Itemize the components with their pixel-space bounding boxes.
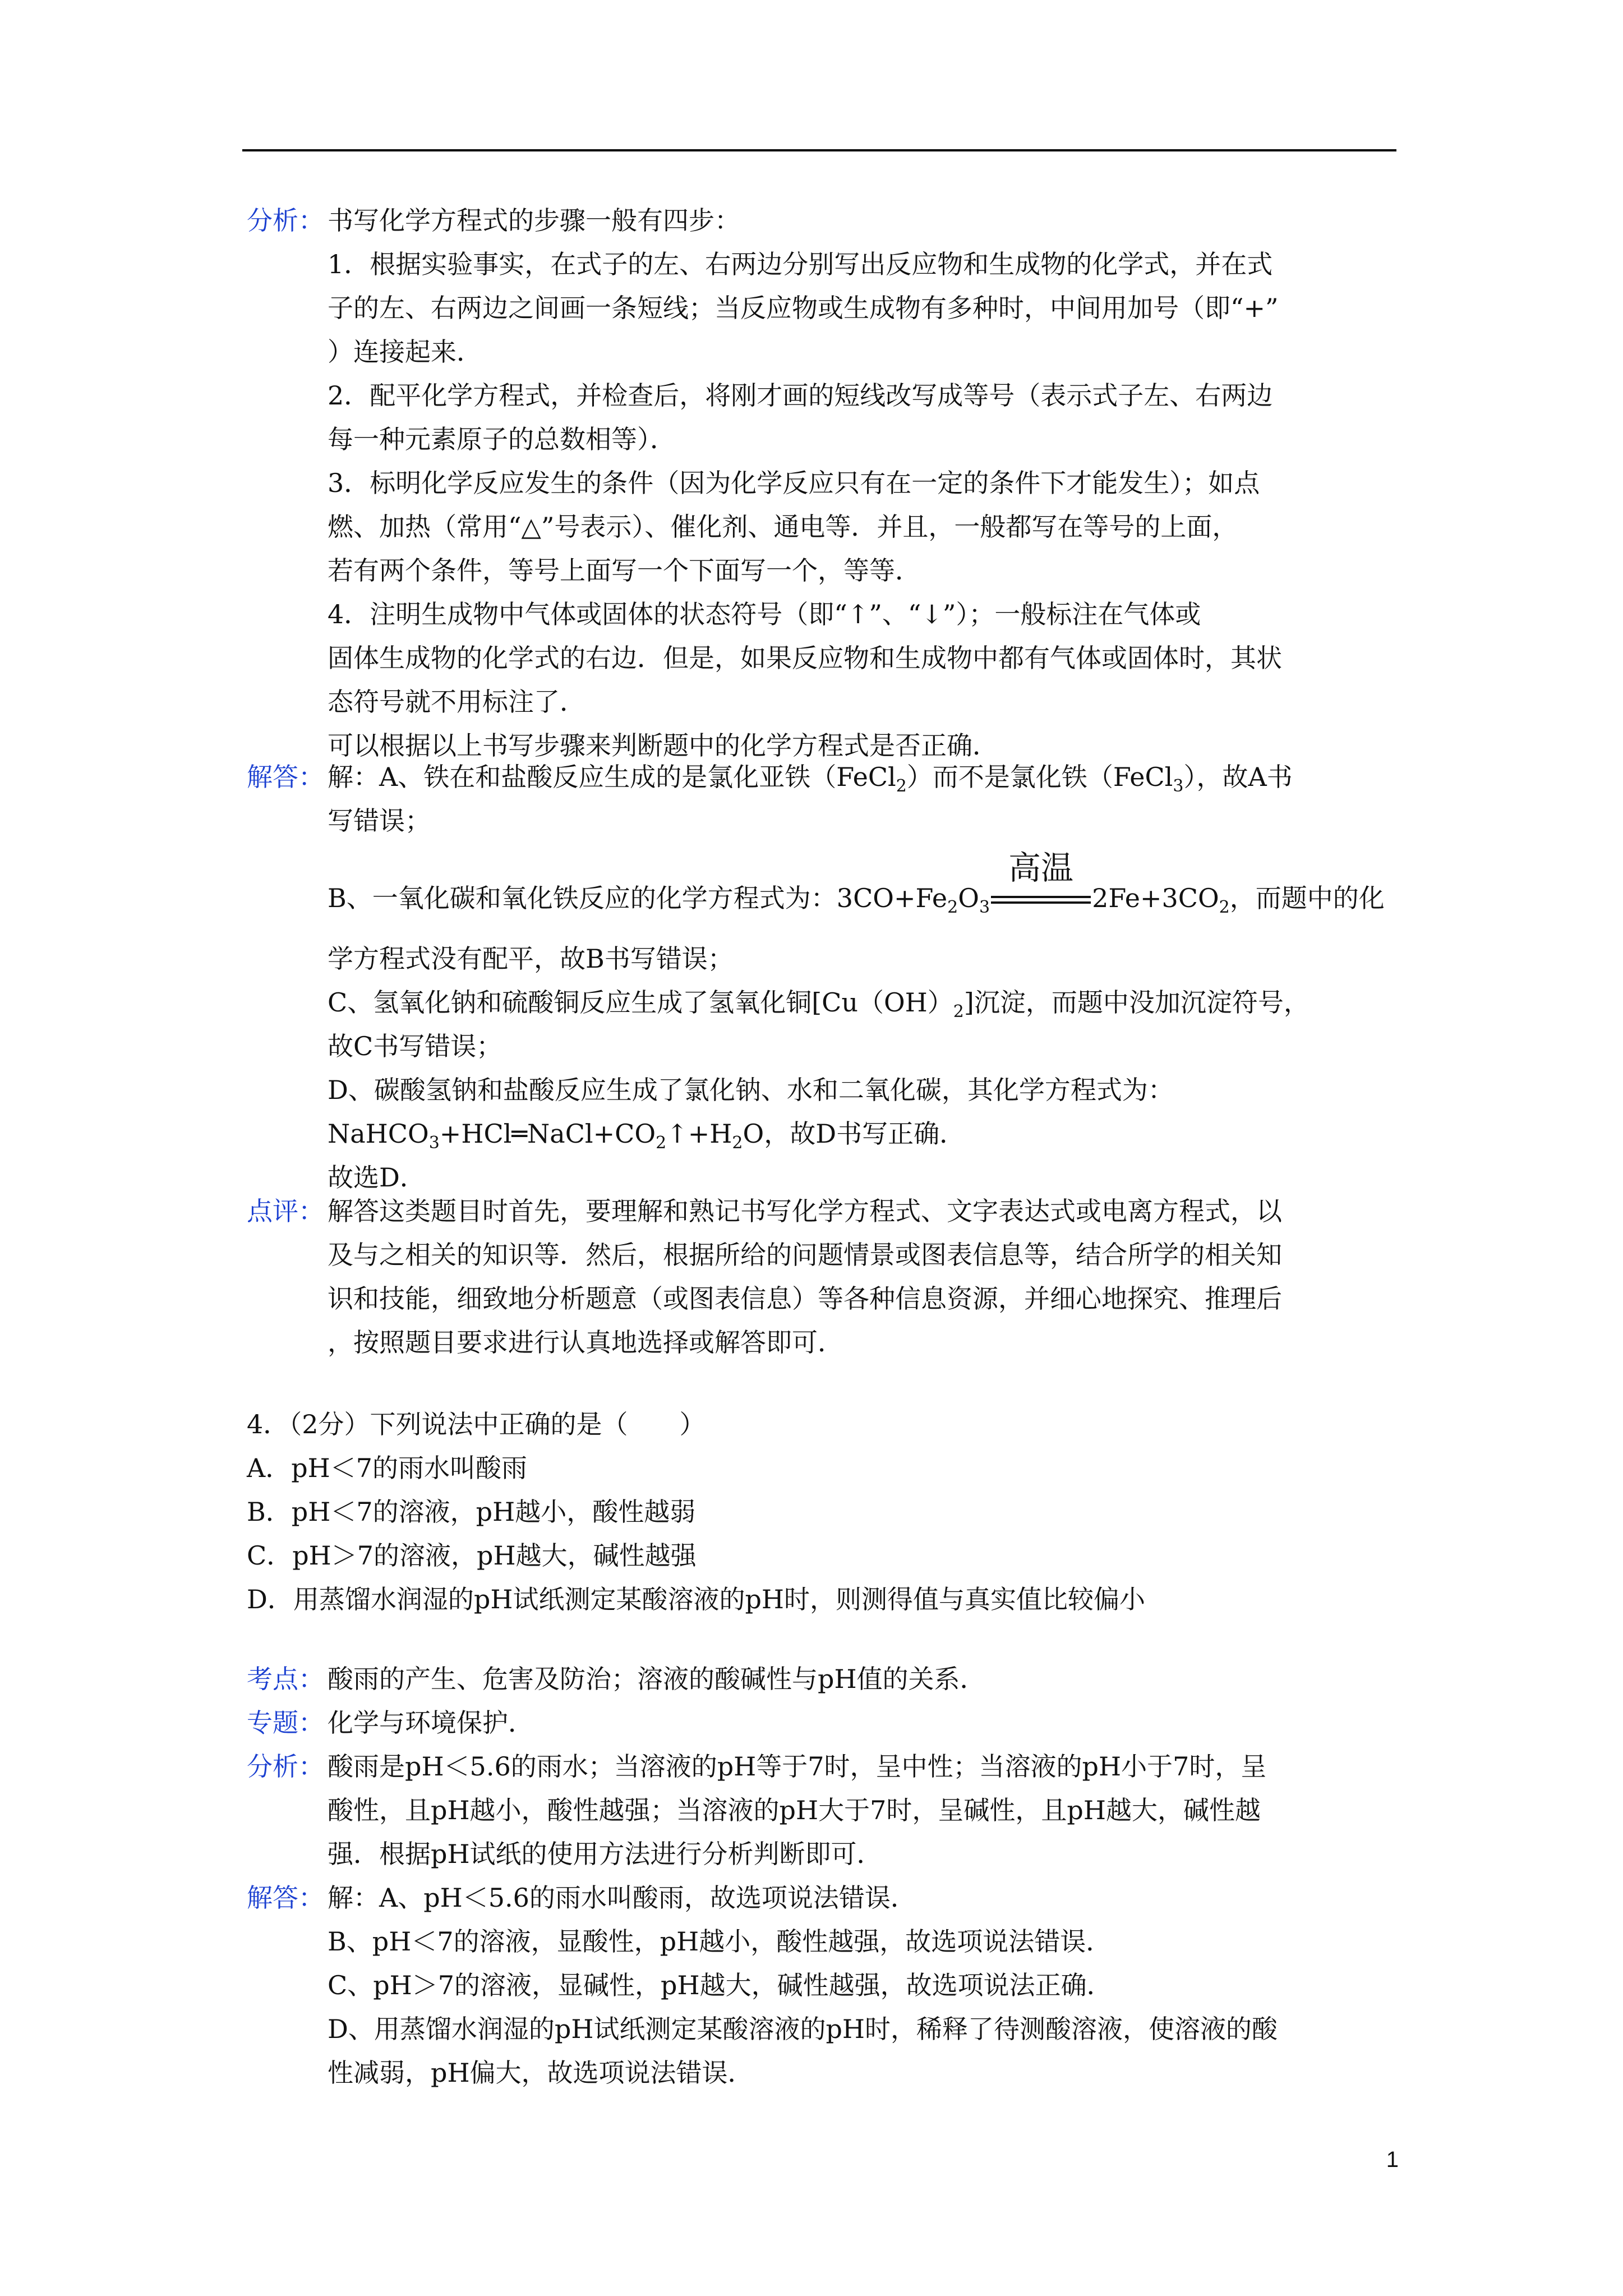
subscript: 3 <box>979 898 990 918</box>
analysis-line: 可以根据以上书写步骤来判断题中的化学方程式是否正确． <box>328 730 998 761</box>
answer-d-mid: +HCl═NaCl+CO <box>439 1119 656 1149</box>
analysis-section-1 <box>247 199 1402 767</box>
comment-section-1 <box>247 1189 1402 1364</box>
analysis-line: ）连接起来． <box>328 337 482 367</box>
subscript: 2 <box>732 1133 743 1153</box>
header-rule <box>242 149 1396 151</box>
analysis-line: 2．配平化学方程式，并检查后，将刚才画的短线改写成等号（表示式子左、右两边 <box>328 380 1273 411</box>
subscript: 2 <box>896 776 907 797</box>
kaodian-label: 考点： <box>247 1664 324 1694</box>
answer-b-post: ，而题中的化 <box>1229 883 1385 913</box>
answer-a-line <box>328 762 1293 797</box>
answer-b-oxygen: O <box>958 883 979 913</box>
equals-bar-top <box>991 896 1091 898</box>
subscript: 2 <box>1219 898 1230 918</box>
answer-d-mid2: ↑+H <box>666 1119 732 1149</box>
analysis-line: 子的左、右两边之间画一条短线；当反应物或生成物有多种时，中间用加号（即“+” <box>328 293 1279 323</box>
answer-d-equation <box>247 1112 1402 1156</box>
analysis-intro: 书写化学方程式的步骤一般有四步： <box>328 205 740 236</box>
comment-line: 及与之相关的知识等．然后，根据所给的问题情景或图表信息等，结合所学的相关知 <box>328 1240 1282 1270</box>
answer-b-line-2: 学方程式没有配平，故B书写错误； <box>328 944 734 974</box>
subscript: 2 <box>947 898 958 918</box>
subscript: 3 <box>1173 776 1184 797</box>
analysis-label: 分析： <box>247 205 324 236</box>
comment-line: ，按照题目要求进行认真地选择或解答即可． <box>328 1327 843 1358</box>
answer-d-post: O，故D书写正确． <box>743 1119 966 1149</box>
kaodian-text: 酸雨的产生、危害及防治；溶液的酸碱性与pH值的关系． <box>328 1664 986 1694</box>
answer-c-pre: C、氢氧化钠和硫酸铜反应生成了氢氧化铜[Cu（OH） <box>328 987 953 1018</box>
answer-b-pre: B、一氧化碳和氧化铁反应的化学方程式为：3CO+Fe <box>328 883 948 913</box>
analysis-line: 1．根据实验事实，在式子的左、右两边分别写出反应物和生成物的化学式，并在式 <box>328 249 1273 279</box>
answer-a-text: 解：A、铁在和盐酸反应生成的是氯化亚铁（FeCl <box>328 762 896 792</box>
answer-choice: 故选D． <box>328 1162 426 1193</box>
analysis-line: 每一种元素原子的总数相等）． <box>328 424 676 454</box>
answer-line: B、pH＜7的溶液，显酸性，pH越小，酸性越强，故选项说法错误． <box>328 1926 1112 1957</box>
answer-section-1 <box>247 755 1402 1199</box>
option-a: A．pH＜7的雨水叫酸雨 <box>247 1453 528 1483</box>
analysis-line: 燃、加热（常用“△”号表示）、催化剂、通电等．并且，一般都写在等号的上面， <box>328 512 1238 542</box>
equals-bar-bottom <box>991 901 1091 904</box>
subscript: 2 <box>656 1133 667 1153</box>
reaction-equals-sign <box>991 849 1091 906</box>
answer-b-equation-line <box>247 843 1402 927</box>
answer-c-line <box>247 981 1402 1024</box>
comment-line: 识和技能，细致地分析题意（或图表信息）等各种信息资源，并细心地探究、推理后 <box>328 1283 1282 1314</box>
answer-label: 解答： <box>247 762 324 792</box>
zhuanti-text: 化学与环境保护． <box>328 1708 534 1738</box>
answer-d-pre: NaHCO <box>328 1119 429 1149</box>
answer-c-post: ]沉淀，而题中没加沉淀符号， <box>963 987 1310 1018</box>
option-d: D．用蒸馏水润湿的pH试纸测定某酸溶液的pH时，则测得值与真实值比较偏小 <box>247 1584 1146 1614</box>
zhuanti-label: 专题： <box>247 1708 324 1738</box>
option-c: C．pH＞7的溶液，pH越大，碱性越强 <box>247 1540 697 1571</box>
comment-line: 解答这类题目时首先，要理解和熟记书写化学方程式、文字表达式或电离方程式，以 <box>328 1196 1282 1226</box>
analysis-line: 若有两个条件，等号上面写一个下面写一个，等等． <box>328 555 921 586</box>
page-number: 1 <box>1386 2147 1399 2172</box>
answer-b-product: 2Fe+3CO <box>1092 883 1219 913</box>
answer-d-line: D、碳酸氢钠和盐酸反应生成了氯化钠、水和二氧化碳，其化学方程式为： <box>328 1075 1174 1105</box>
comment-label: 点评： <box>247 1196 324 1226</box>
question-4 <box>247 1402 1402 1621</box>
answer-a-text: ），故A书 <box>1183 762 1293 792</box>
answer-line: C、pH＞7的溶液，显碱性，pH越大，碱性越强，故选项说法正确． <box>328 1970 1113 2000</box>
answer-label: 解答： <box>247 1883 324 1913</box>
analysis-line: 酸雨是pH＜5.6的雨水；当溶液的pH等于7时，呈中性；当溶液的pH小于7时，呈 <box>328 1751 1267 1782</box>
analysis-line: 固体生成物的化学式的右边．但是，如果反应物和生成物中都有气体或固体时，其状 <box>328 643 1282 673</box>
answer-a-line-2: 写错误； <box>328 806 431 836</box>
answer-c-line-2: 故C书写错误； <box>328 1031 502 1061</box>
analysis-line: 酸性，且pH越小，酸性越强；当溶液的pH大于7时，呈碱性，且pH越大，碱性越 <box>328 1795 1261 1825</box>
analysis-label: 分析： <box>247 1751 324 1782</box>
analysis-line: 4．注明生成物中气体或固体的状态符号（即“↑”、“↓”）；一般标注在气体或 <box>328 599 1201 629</box>
subscript: 2 <box>953 1002 964 1022</box>
answer-b-text <box>328 849 1385 920</box>
answer-line: D、用蒸馏水润湿的pH试纸测定某酸溶液的pH时，稀释了待测酸溶液，使溶液的酸 <box>328 2014 1278 2044</box>
solution-section-4 <box>247 1657 1402 2095</box>
answer-line: 解：A、pH＜5.6的雨水叫酸雨，故选项说法错误． <box>328 1883 916 1913</box>
answer-a-text: ）而不是氯化铁（FeCl <box>906 762 1173 792</box>
question-stem: 4．（2分）下列说法中正确的是（ ） <box>247 1409 706 1439</box>
option-b: B．pH＜7的溶液，pH越小，酸性越弱 <box>247 1497 696 1527</box>
reaction-condition: 高温 <box>1008 849 1074 887</box>
analysis-line: 3．标明化学反应发生的条件（因为化学反应只有在一定的条件下才能发生）；如点 <box>328 468 1260 498</box>
analysis-line: 态符号就不用标注了． <box>328 687 585 717</box>
analysis-line: 强．根据pH试纸的使用方法进行分析判断即可． <box>328 1839 883 1869</box>
subscript: 3 <box>428 1133 440 1153</box>
answer-line: 性减弱，pH偏大，故选项说法错误． <box>328 2058 754 2088</box>
